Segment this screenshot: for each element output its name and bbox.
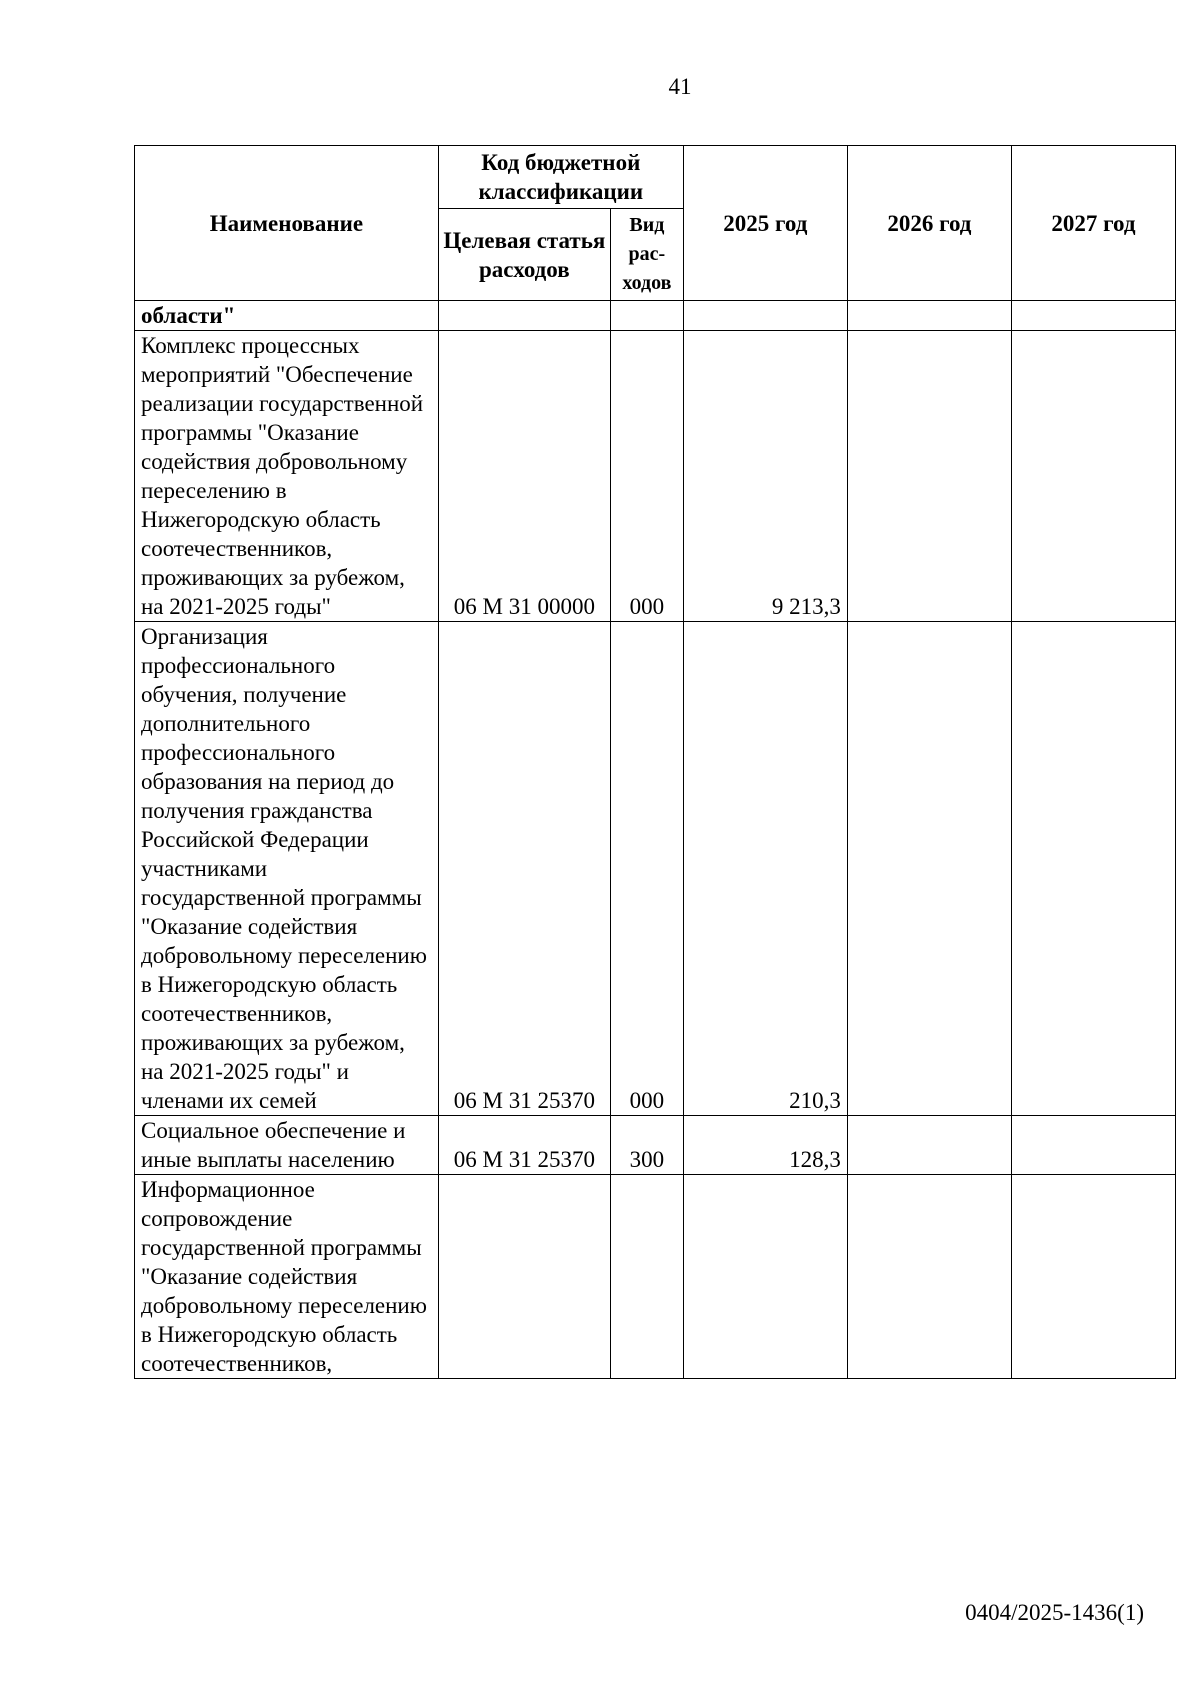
- row-value-2027: [1011, 1116, 1175, 1175]
- row-value-2025: 9 213,3: [683, 331, 847, 622]
- header-2026: 2026 год: [847, 146, 1011, 301]
- row-name: Организация профессионального обучения, получение дополнительного профессионального образования на период до получения гражданства Российской Федерации участниками государственной программы "Оказание содействия добровольному переселению в Нижегородскую область соотечественников, проживающих за рубежом, на 2021-2025 годы" и членами их семей: [135, 622, 439, 1116]
- document-id: 0404/2025-1436(1): [965, 1600, 1144, 1625]
- header-target-article: Целевая статья расходов: [438, 209, 610, 301]
- row-value-2026: [847, 1116, 1011, 1175]
- row-value-2026: [847, 331, 1011, 622]
- table-row: [135, 1175, 1176, 1379]
- row-expense-type: 300: [610, 1116, 683, 1175]
- table-row: [135, 622, 1176, 1116]
- row-value-2027: [1011, 1175, 1175, 1379]
- header-expense-type: Вид рас-ходов: [610, 209, 683, 301]
- header-2025: 2025 год: [683, 146, 847, 301]
- row-value-2026: [847, 301, 1011, 331]
- row-name: Информационное сопровождение государственной программы "Оказание содействия добровольному переселению в Нижегородскую область соотечественников,: [135, 1175, 439, 1379]
- row-expense-type: 000: [610, 331, 683, 622]
- header-name: Наименование: [135, 146, 439, 301]
- header-kbk-group: Код бюджетной классификации: [438, 146, 683, 209]
- row-expense-type: 000: [610, 622, 683, 1116]
- row-name: Социальное обеспечение и иные выплаты населению: [135, 1116, 439, 1175]
- row-value-2025: 210,3: [683, 622, 847, 1116]
- row-target-article: 06 М 31 25370: [438, 622, 610, 1116]
- row-value-2025: [683, 1175, 847, 1379]
- row-value-2025: 128,3: [683, 1116, 847, 1175]
- header-2027: 2027 год: [1011, 146, 1175, 301]
- row-target-article: [438, 301, 610, 331]
- budget-table: [134, 145, 1176, 1379]
- row-target-article: 06 М 31 25370: [438, 1116, 610, 1175]
- row-value-2027: [1011, 301, 1175, 331]
- row-value-2027: [1011, 331, 1175, 622]
- row-value-2025: [683, 301, 847, 331]
- row-expense-type: [610, 301, 683, 331]
- page-number: 41: [668, 74, 692, 99]
- table-row: [135, 301, 1176, 331]
- row-target-article: 06 М 31 00000: [438, 331, 610, 622]
- table-row: [135, 331, 1176, 622]
- row-value-2026: [847, 622, 1011, 1116]
- row-target-article: [438, 1175, 610, 1379]
- row-value-2027: [1011, 622, 1175, 1116]
- row-name: области": [135, 301, 439, 331]
- row-expense-type: [610, 1175, 683, 1379]
- table-row: [135, 1116, 1176, 1175]
- row-name: Комплекс процессных мероприятий "Обеспечение реализации государственной программы "Оказание содействия добровольному переселению в Нижегородскую область соотечественников, проживающих за рубежом, на 2021-2025 годы": [135, 331, 439, 622]
- row-value-2026: [847, 1175, 1011, 1379]
